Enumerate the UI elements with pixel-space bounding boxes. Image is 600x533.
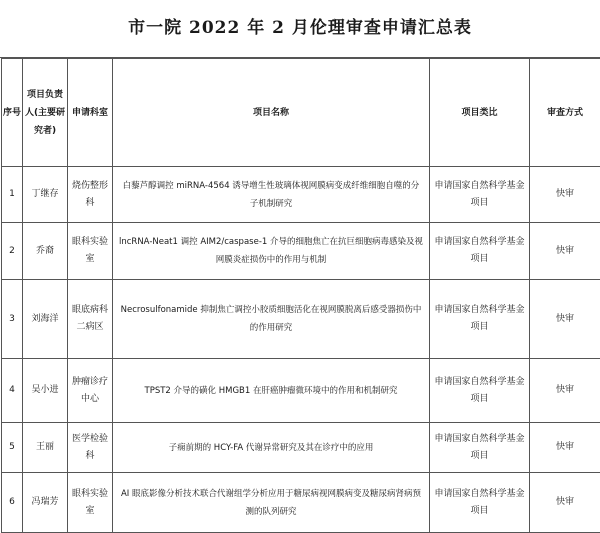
- row-review-method: 快审: [530, 280, 600, 359]
- row-lead: 吴小进: [23, 359, 68, 423]
- table-row: [2, 167, 600, 223]
- row-dept: 医学检验科: [68, 423, 113, 473]
- row-lead: 冯瑞芳: [23, 473, 68, 533]
- row-no: 1: [2, 167, 23, 223]
- header-project-type: 项目类比: [430, 59, 530, 167]
- header-review-method: 审查方式: [530, 59, 600, 167]
- review-table: [1, 58, 600, 533]
- row-dept: 眼科实验室: [68, 223, 113, 280]
- row-project-name: lncRNA-Neat1 调控 AIM2/caspase-1 介导的细胞焦亡在抗巨细胞病毒感染及视网膜炎症损伤中的作用与机制: [113, 223, 430, 280]
- row-project-name: TPST2 介导的磺化 HMGB1 在肝癌肿瘤微环境中的作用和机制研究: [113, 359, 430, 423]
- header-dept: 申请科室: [68, 59, 113, 167]
- row-project-type: 申请国家自然科学基金项目: [430, 280, 530, 359]
- row-review-method: 快审: [530, 359, 600, 423]
- table-row: [2, 359, 600, 423]
- row-project-name: 白藜芦醇调控 miRNA-4564 诱导增生性玻璃体视网膜病变成纤维细胞自噬的分子机制研究: [113, 167, 430, 223]
- row-review-method: 快审: [530, 473, 600, 533]
- row-dept: 肿瘤诊疗中心: [68, 359, 113, 423]
- row-lead: 刘海洋: [23, 280, 68, 359]
- row-project-name: 子痫前期的 HCY-FA 代谢异常研究及其在诊疗中的应用: [113, 423, 430, 473]
- row-project-type: 申请国家自然科学基金项目: [430, 423, 530, 473]
- row-lead: 王丽: [23, 423, 68, 473]
- row-review-method: 快审: [530, 167, 600, 223]
- table-row: [2, 473, 600, 533]
- row-no: 4: [2, 359, 23, 423]
- header-no: 序号: [2, 59, 23, 167]
- header-project-name: 项目名称: [113, 59, 430, 167]
- row-no: 2: [2, 223, 23, 280]
- table-row: [2, 280, 600, 359]
- row-dept: 眼底病科二病区: [68, 280, 113, 359]
- row-review-method: 快审: [530, 423, 600, 473]
- row-no: 6: [2, 473, 23, 533]
- document-title: 市一院 2022 年 2 月伦理审查申请汇总表: [0, 0, 600, 58]
- row-project-type: 申请国家自然科学基金项目: [430, 223, 530, 280]
- row-no: 5: [2, 423, 23, 473]
- row-project-type: 申请国家自然科学基金项目: [430, 359, 530, 423]
- row-no: 3: [2, 280, 23, 359]
- header-row: [2, 59, 600, 167]
- row-review-method: 快审: [530, 223, 600, 280]
- row-project-name: AI 眼底影像分析技术联合代谢组学分析应用于糖尿病视网膜病变及糖尿病肾病预测的队列研究: [113, 473, 430, 533]
- row-project-type: 申请国家自然科学基金项目: [430, 473, 530, 533]
- header-lead: 项目负责人(主要研究者): [23, 59, 68, 167]
- row-project-name: Necrosulfonamide 抑制焦亡调控小胶质细胞活化在视网膜脱离后感受器损伤中的作用研究: [113, 280, 430, 359]
- row-dept: 烧伤整形科: [68, 167, 113, 223]
- row-lead: 丁继存: [23, 167, 68, 223]
- row-lead: 乔裔: [23, 223, 68, 280]
- table-row: [2, 423, 600, 473]
- row-dept: 眼科实验室: [68, 473, 113, 533]
- row-project-type: 申请国家自然科学基金项目: [430, 167, 530, 223]
- table-row: [2, 223, 600, 280]
